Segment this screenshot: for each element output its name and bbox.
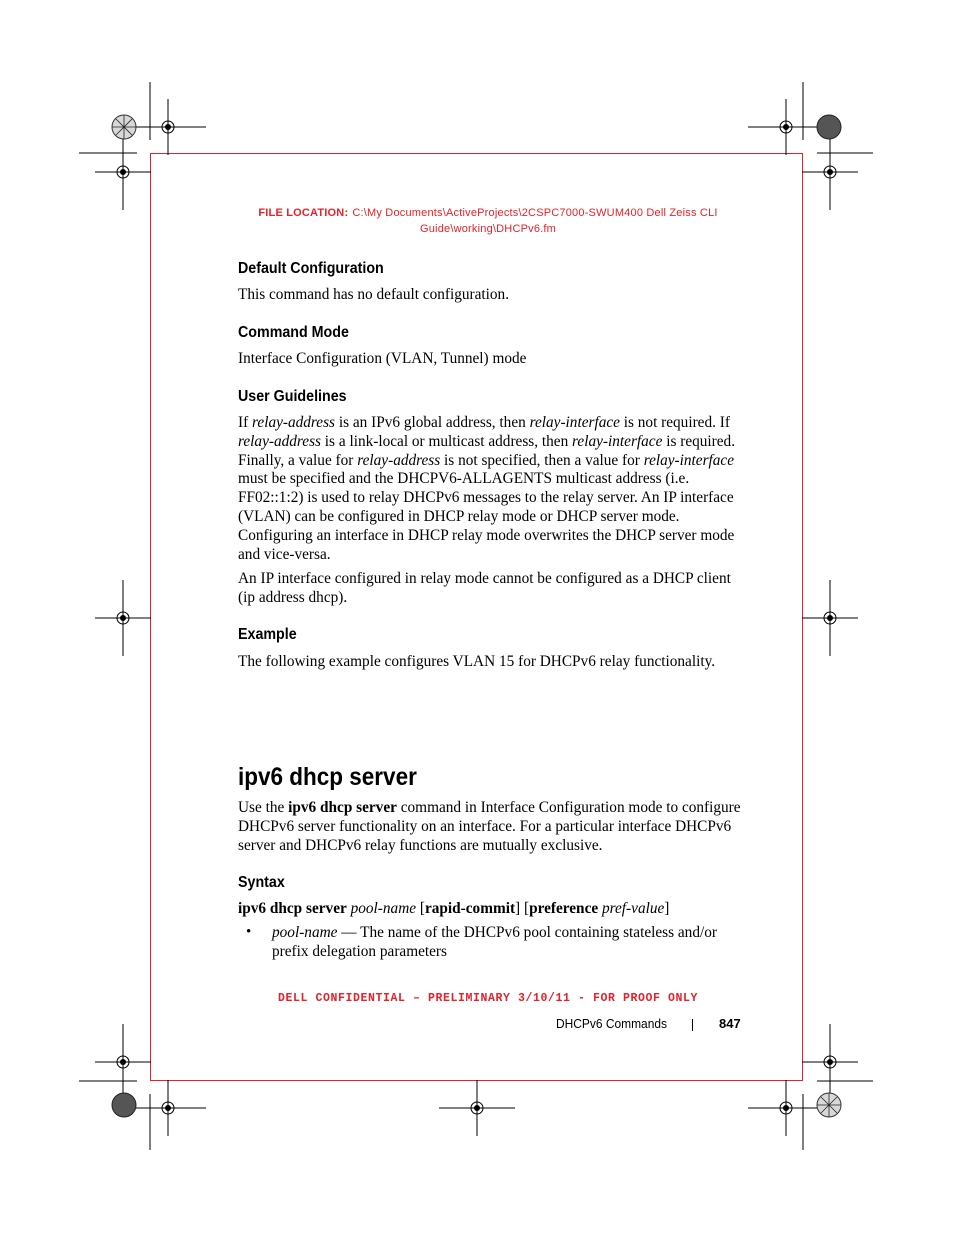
default-config-body: This command has no default configuration. xyxy=(238,286,510,303)
syntax-line: ipv6 dhcp server pool-name [rapid-commit] [preference pref-value] xyxy=(238,900,670,917)
command-mode-body: Interface Configuration (VLAN, Tunnel) mode xyxy=(238,350,527,367)
bullet-pool-name: pool-name — The name of the DHCPv6 pool containing stateless and/or prefix delegation parameters xyxy=(272,924,717,960)
footer-divider xyxy=(692,1019,693,1031)
command-title: ipv6 dhcp server xyxy=(238,763,417,791)
registration-marks xyxy=(95,99,858,1136)
file-location-path-2: Guide\working\DHCPv6.fm xyxy=(419,223,557,235)
example-body: The following example configures VLAN 15 for DHCPv6 relay functionality. xyxy=(238,653,716,670)
command-intro: Use the ipv6 dhcp server command in Interface Configuration mode to configure DHCPv6 server functionality on an interface. For a particular interface DHCPv6 server and DHCPv6 relay functions are mutually exclusive. xyxy=(238,799,741,854)
confidential-notice: DELL CONFIDENTIAL – PRELIMINARY 3/10/11 - FOR PROOF ONLY xyxy=(277,992,699,1005)
file-location xyxy=(238,205,738,237)
footer-section-name: DHCPv6 Commands xyxy=(556,1016,668,1031)
user-guidelines-paragraph-2: An IP interface configured in relay mode cannot be configured as a DHCP client (ip address dhcp). xyxy=(238,570,731,606)
command-mode-heading: Command Mode xyxy=(238,324,349,341)
user-guidelines-paragraph-1: If relay-address is an IPv6 global address, then relay-interface is not required. If relay-address is a link-local or multicast address, then relay-interface is required. Finally, a value for relay-address is not specified, then a value for relay-interface must be specified and the DHCPV6-ALLAGENTS multicast address (i.e. FF02::1:2) is used to relay DHCPv6 messages to the relay server. An IP interface (VLAN) can be configured in DHCP relay mode or DHCP server mode. Configuring an interface in DHCP relay mode overwrites the DHCP server mode and vice-versa. xyxy=(238,414,736,563)
user-guidelines-heading: User Guidelines xyxy=(238,388,347,405)
example-heading: Example xyxy=(238,626,297,643)
bullet-symbol: • xyxy=(246,924,252,940)
page-number: 847 xyxy=(719,1016,741,1031)
registration-dots xyxy=(120,124,833,1111)
syntax-heading: Syntax xyxy=(238,874,285,891)
file-location-label: FILE LOCATION: xyxy=(258,207,349,219)
default-config-heading: Default Configuration xyxy=(238,260,384,277)
star-targets xyxy=(112,115,841,1117)
file-location-path-1: C:\My Documents\ActiveProjects\2CSPC7000-SWUM400 Dell Zeiss CLI xyxy=(352,207,718,219)
